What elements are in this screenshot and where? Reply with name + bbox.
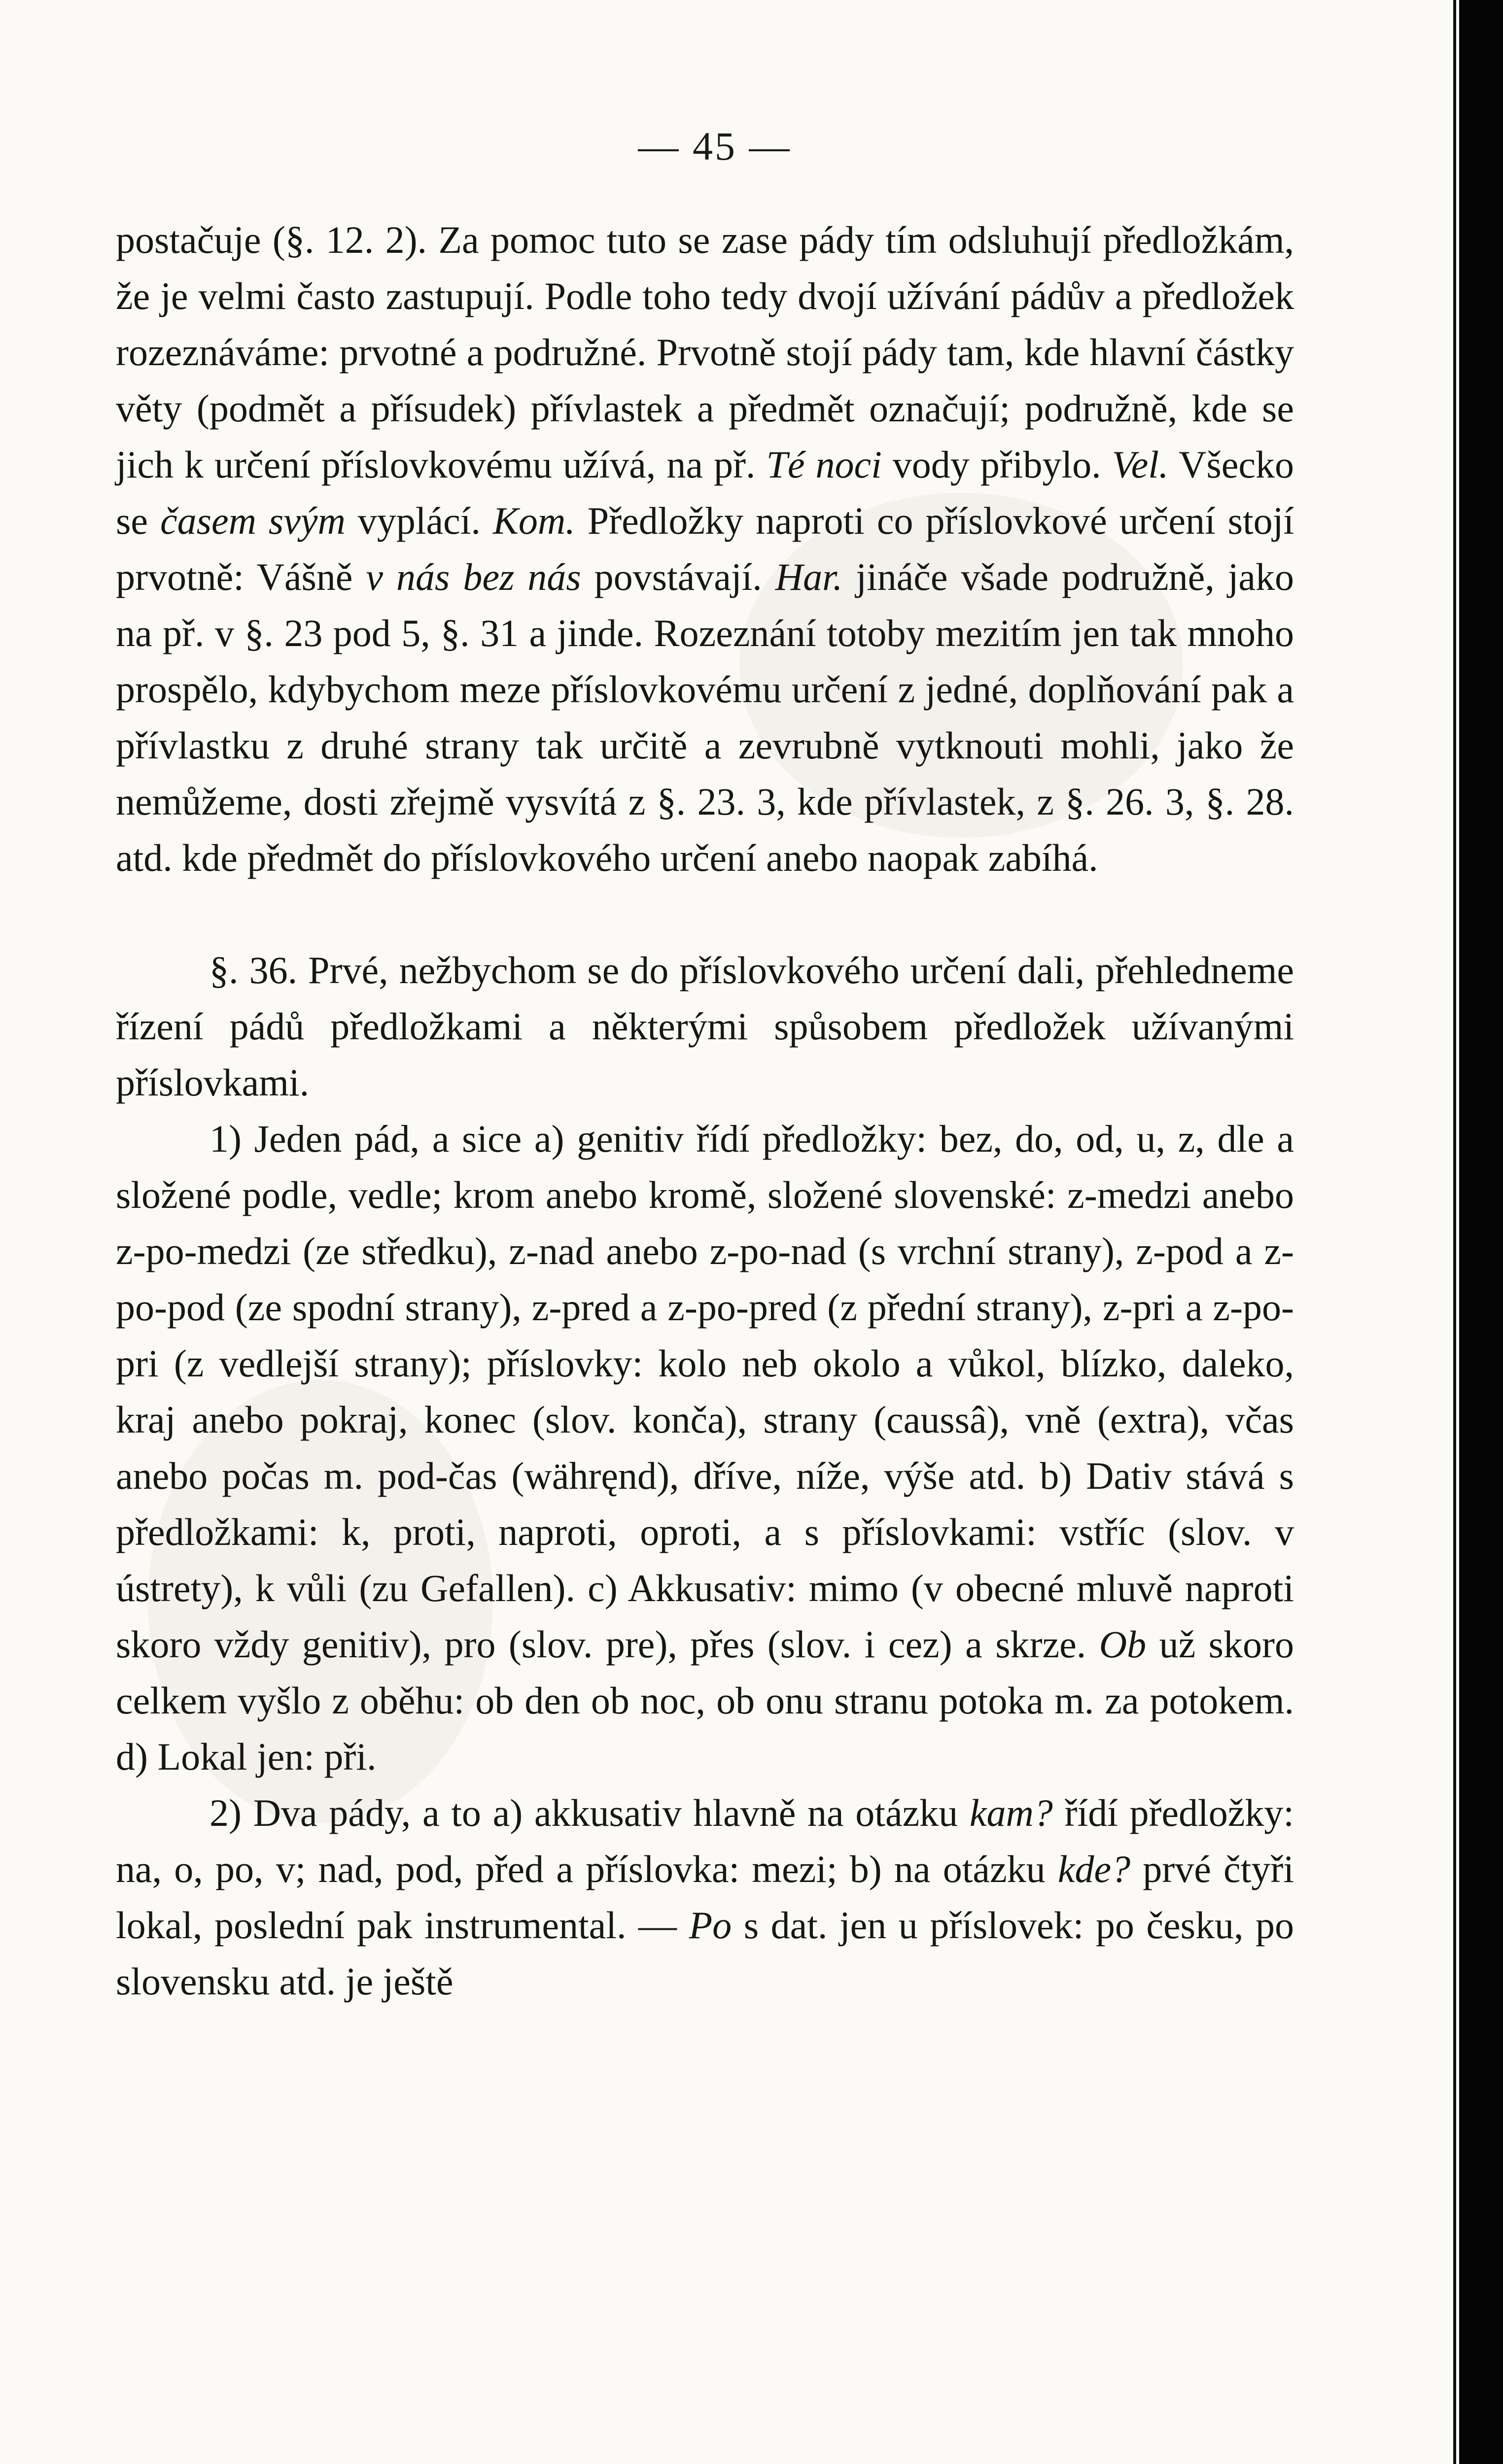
paragraph-section-36 <box>116 942 1294 1111</box>
page-edge-line <box>1453 0 1456 2464</box>
italic-text: Har. <box>775 555 843 598</box>
paragraph-item-2 <box>116 1785 1294 2010</box>
text-run: s dat. jen u příslovek: po česku, po slovensku atd. je ještě <box>116 1904 1294 2003</box>
italic-text: Vel. <box>1112 443 1169 486</box>
italic-text: časem svým <box>160 499 346 542</box>
italic-text: Kom. <box>492 499 575 542</box>
text-run: povstávají. <box>581 555 775 598</box>
italic-text: kam? <box>969 1791 1053 1834</box>
text-run: postačuje (§. 12. 2). Za pomoc tuto se zase pády tím odsluhují předložkám, že je velmi často zastupují. Podle toho tedy dvojí užívání pádův a předložek rozeznáváme: prvotné a podružné. Prvotně stojí pády tam, kde hlavní částky věty (podmět a přísudek) přívlastek a předmět označují; podružně, kde se jich k určení příslovkovému užívá, na př. <box>116 218 1294 486</box>
text-run: už skoro celkem vyšlo z oběhu: ob den ob noc, ob onu stranu potoka m. za potokem. d) Lokal jen: při. <box>116 1623 1294 1778</box>
text-run: prvé čtyři lokal, poslední pak instrumental. — <box>116 1848 1294 1947</box>
scan-border <box>1459 0 1503 2464</box>
text-run: jináče všade podružně, jako na př. v §. 23 pod 5, §. 31 a jinde. Rozeznání totoby mezitím jen tak mnoho prospělo, kdybychom meze příslovkovému určení z jedné, doplňování pak a přívlastku z druhé strany tak určitě a zevrubně vytknouti mohli, jako že nemůžeme, dosti zřejmě vysvítá z §. 23. 3, kde přívlastek, z §. 26. 3, §. 28. atd. kde předmět do příslovkového určení anebo naopak zabíhá. <box>116 555 1294 879</box>
text-run: Všecko se <box>116 443 1294 542</box>
italic-text: Po <box>689 1904 732 1947</box>
italic-text: kde? <box>1057 1848 1131 1890</box>
paragraph-p1 <box>116 212 1294 886</box>
paragraph-item-1 <box>116 1111 1294 1785</box>
body-text <box>116 212 1294 2010</box>
text-run: 2) Dva pády, a to a) akkusativ hlavně na otázku <box>210 1791 970 1834</box>
italic-text: Ob <box>1099 1623 1147 1666</box>
text-run: Předložky naproti co příslovkové určení stojí prvotně: Vášně <box>116 499 1294 598</box>
italic-text: Té noci <box>766 443 882 486</box>
text-run: §. 36. Prvé, nežbychom se do příslovkového určení dali, přehledneme řízení pádů předložkami a některými spůsobem předložek užívanými příslovkami. <box>116 949 1294 1104</box>
text-run: 1) Jeden pád, a sice a) genitiv řídí předložky: bez, do, od, u, z, dle a složené podle, vedle; krom anebo kromě, složené slovenské: z-medzi anebo z-po-medzi (ze středku), z-nad anebo z-po-nad (s vrchní strany), z-pod a z-po-pod (ze spodní strany), z-pred a z-po-pred (z přední strany), z-pri a z-po-pri (z vedlejší strany); příslovky: kolo neb okolo a vůkol, blízko, daleko, kraj anebo pokraj, konec (slov. konča), strany (caussâ), vně (extra), včas anebo počas m. pod-čas (währęnd), dříve, níže, výše atd. b) Dativ stává s předložkami: k, proti, naproti, oproti, a s příslovkami: vstříc (slov. v ústrety), k vůli (zu Gefallen). c) Akkusativ: mimo (v obecné mluvě naproti skoro vždy genitiv), pro (slov. pre), přes (slov. i cez) a skrze. <box>116 1117 1294 1666</box>
text-run: vyplácí. <box>345 499 493 542</box>
text-run: řídí předložky: na, o, po, v; nad, pod, před a příslovka: mezi; b) na otázku <box>116 1791 1294 1890</box>
text-run: vody přibylo. <box>881 443 1112 486</box>
italic-text: v nás bez nás <box>366 555 581 598</box>
page-number: — 45 — <box>638 124 792 169</box>
